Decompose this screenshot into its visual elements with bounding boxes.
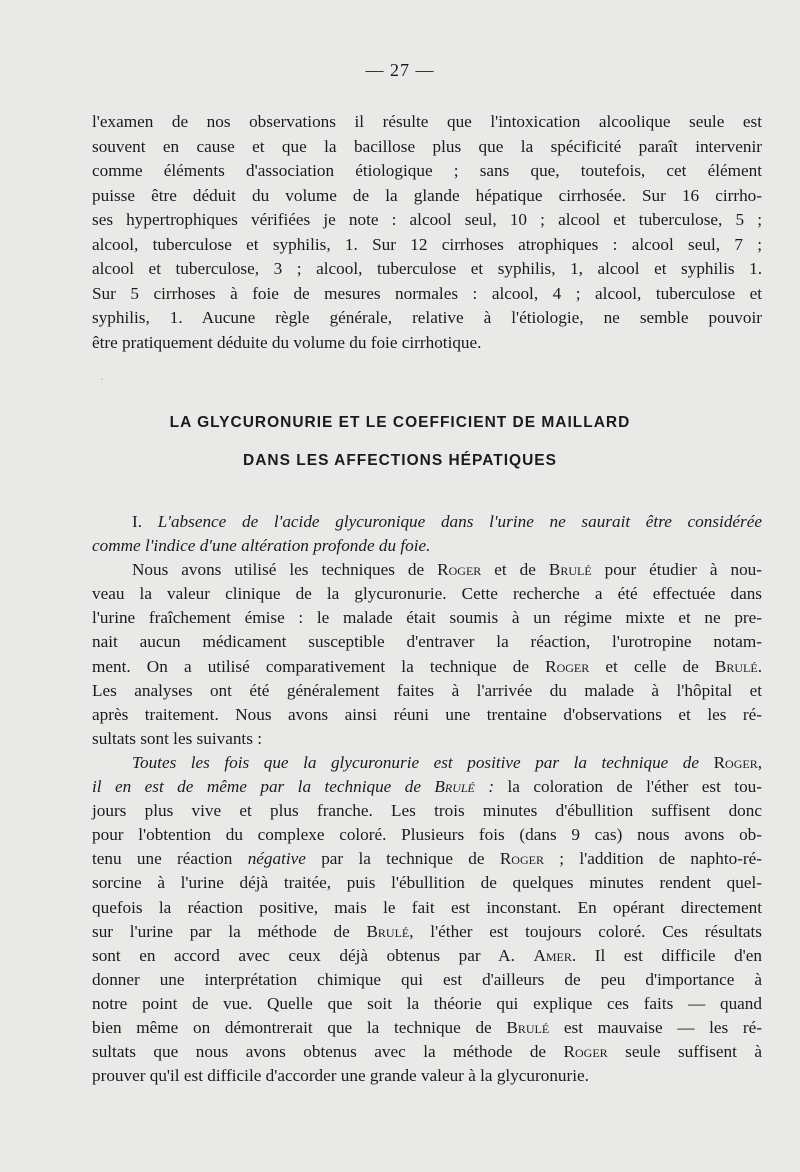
italic-lead-line <box>92 510 762 534</box>
text-line: sultats sont les suivants : <box>92 728 262 748</box>
text-line <box>92 920 762 944</box>
page-number: — 27 — <box>365 60 435 80</box>
text-run: pour étudier à nou- <box>591 560 762 580</box>
author-name: Roger <box>713 752 758 772</box>
text-line <box>92 847 762 871</box>
text-line: syphilis, 1. Aucune règle générale, relative à l'étiologie, ne semble pouvoir <box>92 308 762 327</box>
section-body <box>92 510 762 1088</box>
text-line <box>92 944 762 968</box>
print-speck: · <box>100 372 104 386</box>
text-run: et de <box>481 560 549 580</box>
text-line: jours plus vive et plus franche. Les trois minutes d'ébullition suffisent donc <box>92 801 762 821</box>
text-line: souvent en cause et que la bacillose plus que la spécificité paraît intervenir <box>92 136 762 156</box>
section-number: I. <box>132 512 143 531</box>
text-run: ment. On a utilisé comparativement la technique de <box>92 656 546 676</box>
section-heading-line-2: DANS LES AFFECTIONS HÉPATIQUES <box>243 452 557 469</box>
text-run: sultats que nous avons obtenus avec la méthode de <box>92 1042 564 1062</box>
author-name: Brulé <box>366 921 410 941</box>
text-line: sorcine à l'urine déjà traitée, puis l'ébullition de quelques minutes rendent quel- <box>92 873 762 893</box>
text-run: ; l'addition de naphto-ré- <box>543 849 762 869</box>
italic-run: il en est de même par la technique de <box>92 777 435 797</box>
text-line: alcool et tuberculose, 3 ; alcool, tuberculose et syphilis, 1, alcool et syphilis 1. <box>92 259 762 278</box>
text-line <box>92 1040 762 1064</box>
text-run: la coloration de l'éther est tou- <box>494 777 762 797</box>
text-line: veau la valeur clinique de la glycuronurie. Cette recherche a été effectuée dans <box>92 584 762 604</box>
text-line: alcool, tuberculose et syphilis, 1. Sur 12 cirrhoses atrophiques : alcool seul, 7 ; <box>92 234 762 254</box>
text-line: quefois la réaction positive, mais le fait est inconstant. En opérant directement <box>92 897 762 917</box>
text-line: Toutes les fois que la glycuronurie est positive par la technique de Roger, <box>132 752 762 772</box>
text-run: par la technique de <box>305 849 500 869</box>
italic-lead-text: L'absence de l'acide glycuronique dans l'urine ne saurait être considérée <box>157 512 763 531</box>
text-run: et celle de <box>589 656 715 676</box>
text-run: tenu une réaction <box>92 849 248 869</box>
text-line: ment. On a utilisé comparativement la technique de Roger et celle de Brulé. <box>92 656 762 676</box>
author-name: Roger <box>563 1042 608 1062</box>
author-name: Roger <box>545 656 590 676</box>
author-name: Brulé <box>434 777 475 797</box>
author-name: Brulé <box>506 1017 550 1037</box>
text-line: puisse être déduit du volume de la glande hépatique cirrhosée. Sur 16 cirrho- <box>92 185 762 205</box>
text-line <box>92 1016 762 1040</box>
text-run: sur l'urine par la méthode de <box>92 921 367 941</box>
text-line: l'examen de nos observations il résulte que l'intoxication alcoolique seule est <box>92 112 762 131</box>
text-line: l'urine fraîchement émise : le malade était soumis à un régime mixte et ne pre- <box>92 608 762 628</box>
text-line: notre point de vue. Quelle que soit la théorie qui explique ces faits — quand <box>92 993 762 1013</box>
text-run: Nous avons utilisé les techniques de <box>132 560 438 580</box>
text-run: est mauvaise — les ré- <box>549 1017 763 1037</box>
intro-paragraph <box>92 110 762 355</box>
text-line: Sur 5 cirrhoses à foie de mesures normales : alcool, 4 ; alcool, tuberculose et <box>92 283 762 303</box>
text-line: après traitement. Nous avons ainsi réuni une trentaine d'observations et les ré- <box>92 704 762 724</box>
text-line: comme éléments d'association étiologique ; sans que, toutefois, cet élément <box>92 161 762 180</box>
text-run: bien même on démontrerait que la technique de <box>92 1017 507 1037</box>
text-run: . Il est difficile d'en <box>571 945 762 965</box>
text-line: Les analyses ont été généralement faites à l'arrivée du malade à l'hôpital et <box>92 680 762 700</box>
author-name: Brulé <box>548 560 592 580</box>
text-line: être pratiquement déduite du volume du foie cirrhotique. <box>92 332 482 352</box>
author-name: Amer <box>533 945 572 965</box>
text-run: sont en accord avec ceux déjà obtenus par A. <box>92 945 534 965</box>
author-name: Roger <box>437 560 482 580</box>
text-run: , l'éther est toujours coloré. Ces résultats <box>409 921 762 941</box>
text-line: donner une interprétation chimique qui est d'ailleurs de peu d'importance à <box>92 969 762 989</box>
italic-lead-text: comme l'indice d'une altération profonde du foie. <box>92 536 431 556</box>
author-name: Brulé <box>714 656 758 676</box>
italic-lead-line <box>92 534 762 558</box>
text-line: pour l'obtention du complexe coloré. Plusieurs fois (dans 9 cas) nous avons ob- <box>92 825 762 845</box>
italic-run: négative <box>247 849 306 869</box>
text-line: ses hypertrophiques vérifiées je note : alcool seul, 10 ; alcool et tuberculose, 5 ; <box>92 210 762 229</box>
author-name: Roger <box>499 849 544 869</box>
text-line: nait aucun médicament susceptible d'entraver la réaction, l'urotropine notam- <box>92 632 762 652</box>
text-line <box>92 558 762 582</box>
text-run: seule suffisent à <box>607 1042 762 1062</box>
italic-run: Toutes les fois que la glycuronurie est positive par la technique de <box>132 752 714 772</box>
text-line: prouver qu'il est difficile d'accorder une grande valeur à la glycuronurie. <box>92 1066 589 1086</box>
text-line: il en est de même par la technique de Brulé : la coloration de l'éther est tou- <box>92 777 762 797</box>
section-heading-line-1: LA GLYCURONURIE ET LE COEFFICIENT DE MAILLARD <box>169 414 631 431</box>
